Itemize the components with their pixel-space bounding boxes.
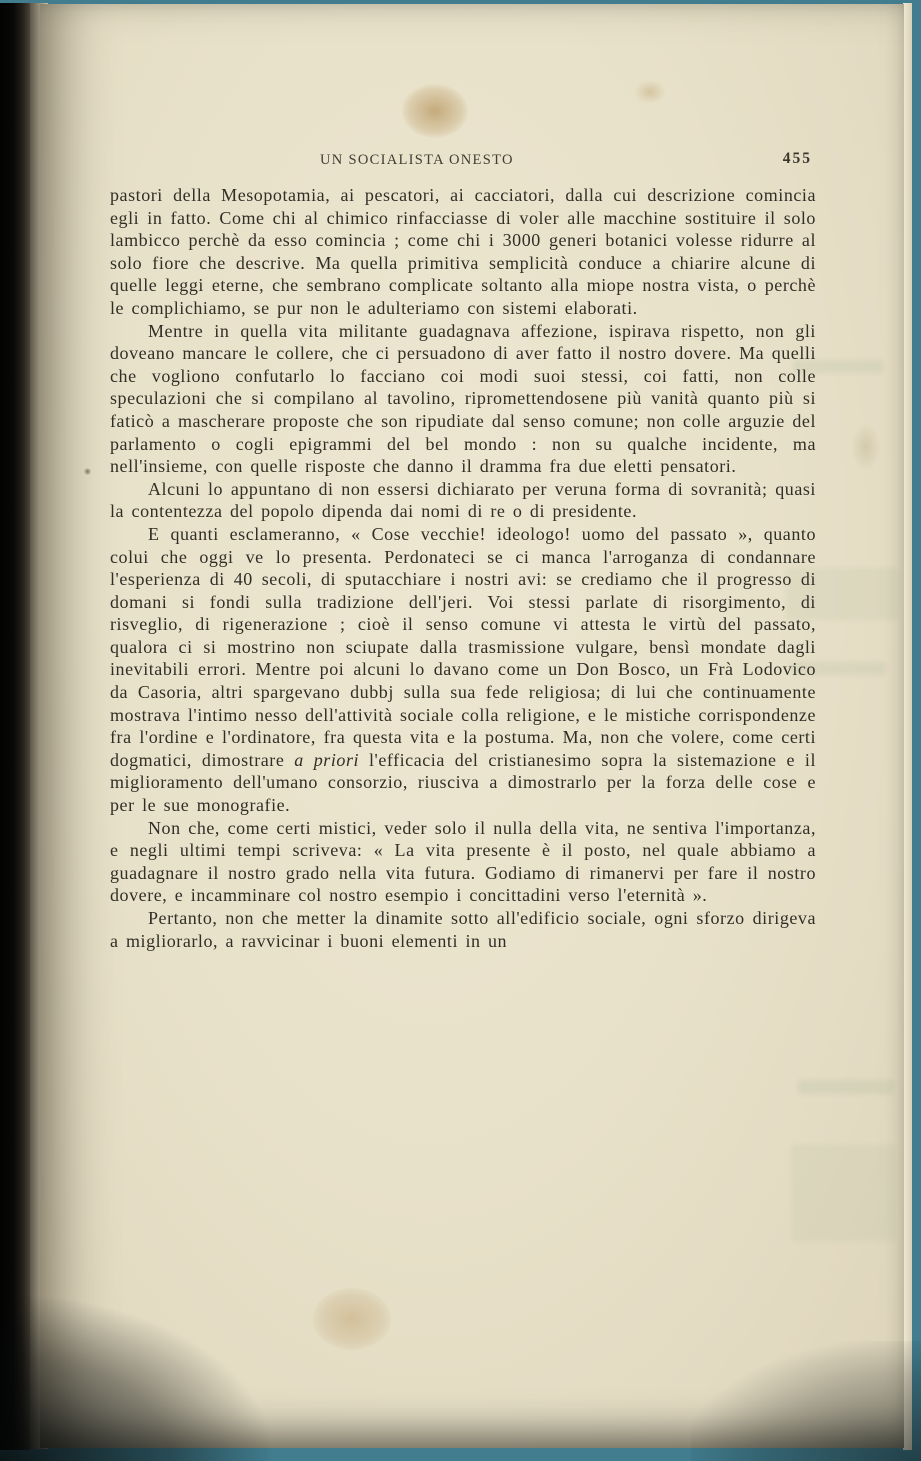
paragraph-text: Alcuni lo appuntano di non essersi dichiarato per veruna forma di sovranità; quasi la contentezza del popolo dipenda dai nomi di re o di presidente.	[110, 478, 816, 522]
running-title: UN SOCIALISTA ONESTO	[320, 152, 514, 168]
paragraph-text: Pertanto, non che metter la dinamite sotto all'edificio sociale, ogni sforzo dirigeva a migliorarlo, a ravvicinar i buoni elementi in un	[110, 908, 816, 951]
paragraph-text: pastori della Mesopotamia, ai pescatori, ai cacciatori, dalla cui descrizione comincia egli in fatto. Come chi al chimico rinfacciasse di voler alle macchine sostituire il solo lambicco perchè da esso comincia ; come chi i 3000 generi botanici volesse ridurre al solo fiore che descrive. Ma quella primitiva semplicità conduce a chiarire alcune di quelle leggi eterne, che sembrano complicate soltanto alla miope nostra vista, o perchè le complichiamo, se pur non le adulteriamo con sistemi elaborati.	[110, 185, 816, 318]
printed-content	[110, 150, 816, 952]
paragraph-text: Non che, come certi mistici, veder solo il nulla della vita, ne sentiva l'importanza, e negli ultimi tempi scriveva: « La vita presente è il posto, nel quale abbiamo a guadagnare il nostro grado nella vita futura. Godiamo di rimanervi per fare il nostro dovere, e incamminare col nostro esempio i concittadini verso l'eternità ».	[110, 817, 816, 906]
paragraph-text: l'efficacia del cristianesimo sopra la sistemazione e il miglioramento dell'umano consorzio, riusciva a dimostrarlo per la forza delle cose e per le sue monografie.	[110, 749, 817, 816]
paragraph	[110, 320, 816, 478]
paragraph	[110, 907, 816, 952]
page-fore-edge	[903, 3, 912, 1450]
text-block	[110, 184, 816, 952]
paragraph	[110, 817, 816, 907]
paragraph-text: Mentre in quella vita militante guadagnava affezione, ispirava rispetto, non gli doveano mancare le collere, che ci persuadono di aver fatto il nostro dovere. Ma quelli che vogliono confutarlo lo facciano coi modi suoi stessi, coi fatti, non colle speculazioni che si compilano al tavolino, ripromettendosene più vanità quanto più si faticò a mascherare proposte che son ripudiate dal senso comune; non colle arguzie del parlamento o cogli epigrammi del bel mondo : non su qualche incidente, ma nell'insieme, con quelle risposte che danno il dramma fra due eletti pensatori.	[110, 320, 816, 477]
italic-phrase: a priori	[294, 749, 360, 770]
page-number: 455	[782, 150, 812, 167]
page-header	[110, 150, 816, 172]
paragraph-text: E quanti esclameranno, « Cose vecchie! ideologo! uomo del passato », quanto colui che oggi ve lo presenta. Perdonateci se ci manca l'arroganza di condannare l'esperienza di 40 secoli, di sputacchiare i nostri avi: se crediamo che il progresso di domani si fondi sulla tradizione dell'jeri. Voi stessi parlate di risorgimento, di risveglio, di rigenerazione ; cioè il senso comune vi attesta le virtù del passato, qualora ci si mostrino non sciupate dalla trasmissione vulgare, bensì mondate dagli inevitabili errori. Mentre poi alcuni lo davano come un Don Bosco, un Frà Lodovico da Casoria, altri spargevano dubbj sulla sua fede religiosa; di lui che continuamente mostrava l'intimo nesso dell'attività sociale colla religione, e le mistiche corrispondenze fra l'ordine e l'ordinatore, fra questa vita e la postuma. Ma, non che volere, come certi dogmatici, dimostrare	[110, 523, 816, 770]
paragraph	[110, 523, 816, 817]
paragraph	[110, 478, 816, 523]
paragraph	[110, 184, 816, 320]
book-spine-shadow	[0, 3, 30, 1450]
